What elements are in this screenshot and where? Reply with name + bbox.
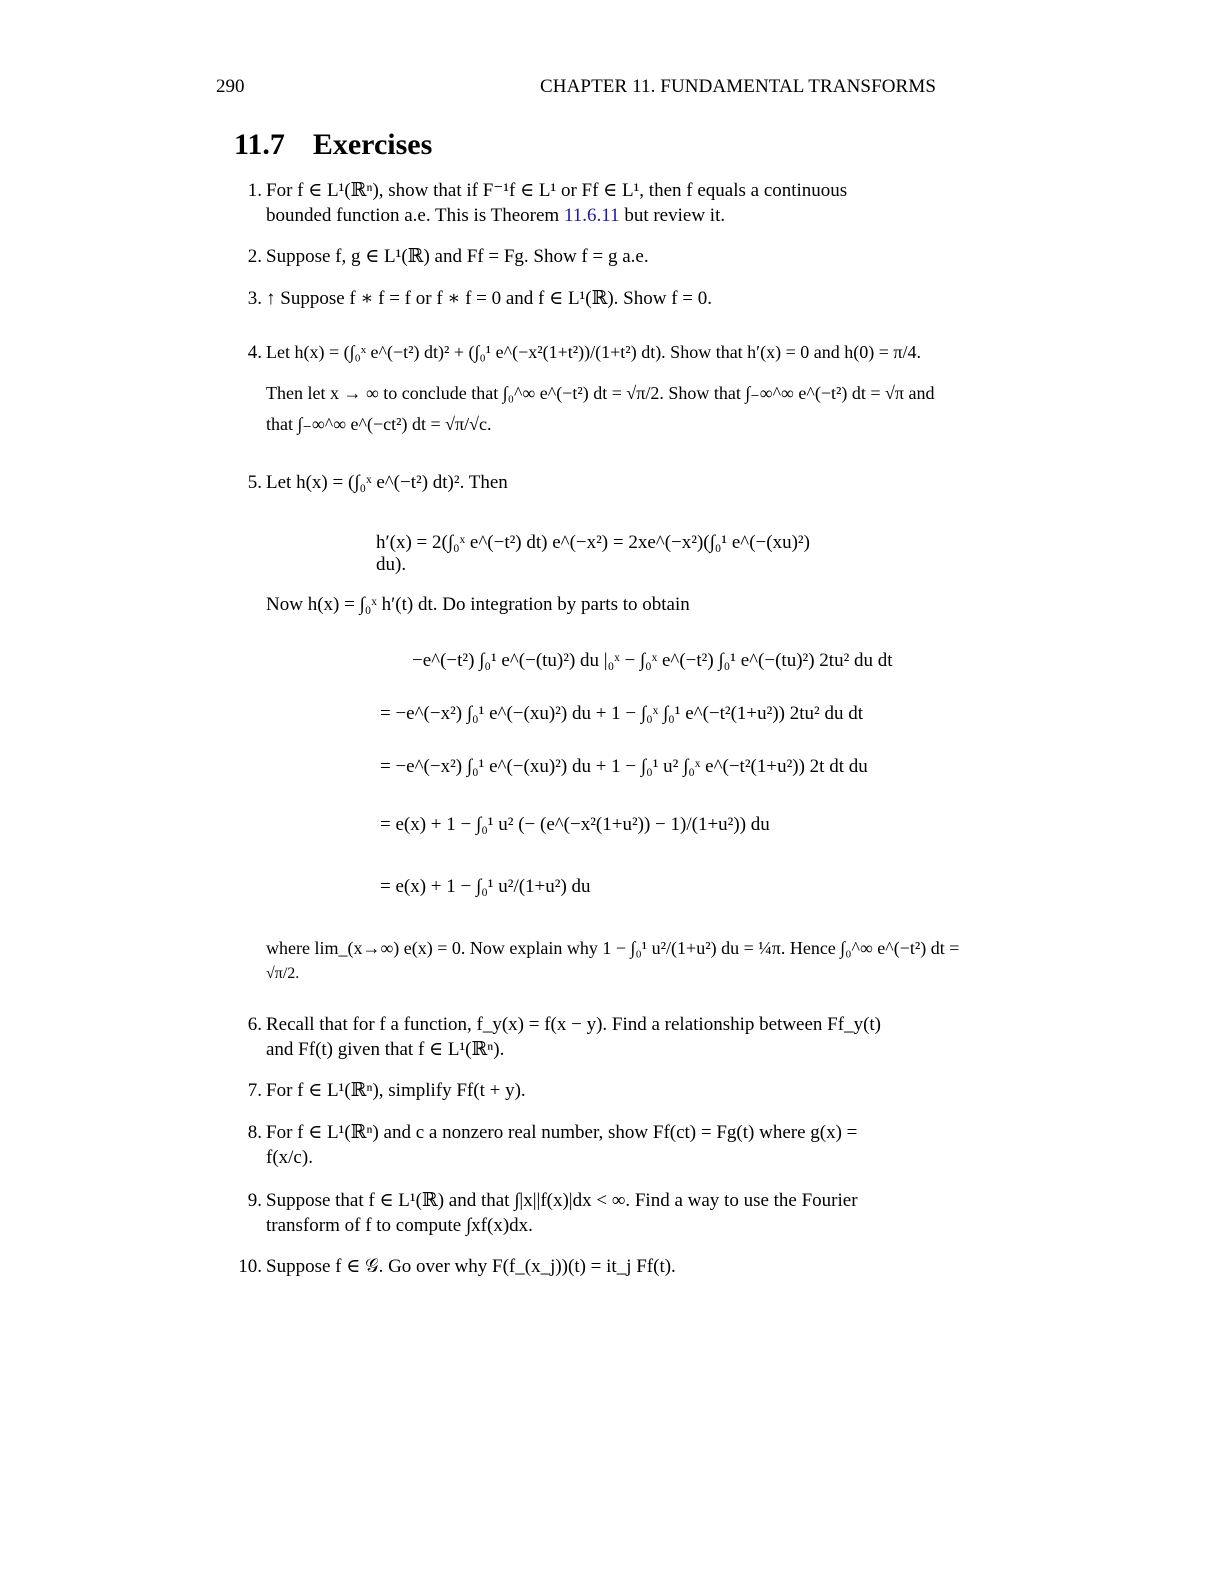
exercise-text: Let h(x) = (∫₀ˣ e^(−t²) dt)² + (∫₀¹ e^(−x²(1+t²))/(1+t²) dt). Show that h′(x) = 0 and h(0) = π/4. xyxy=(266,342,921,362)
exercise-number: 7. xyxy=(247,1080,262,1101)
exercise-text xyxy=(266,203,934,228)
exercise-text: For f ∈ L¹(ℝⁿ), simplify Ff(t + y). xyxy=(266,1080,526,1101)
exercise-number: 6. xyxy=(247,1014,262,1035)
exercise-number: 10. xyxy=(238,1256,262,1277)
exercise-text: Now h(x) = ∫₀ˣ h′(t) dt. Do integration by parts to obtain xyxy=(266,594,690,615)
exercise-text: ↑ Suppose f ∗ f = f or f ∗ f = 0 and f ∈ L¹(ℝ). Show f = 0. xyxy=(266,288,713,309)
derivation-line-2: = −e^(−x²) ∫₀¹ e^(−(xu)²) du + 1 − ∫₀ˣ ∫₀¹ e^(−t²(1+u²)) 2tu² du dt xyxy=(380,703,863,724)
derivation-line-4: = e(x) + 1 − ∫₀¹ u² (− (e^(−x²(1+u²)) − 1)/(1+u²)) du xyxy=(380,814,770,835)
exercise-text: transform of f to compute ∫xf(x)dx. xyxy=(266,1215,533,1236)
text-span: bounded function a.e. This is Theorem xyxy=(266,205,564,226)
derivation-line-5: = e(x) + 1 − ∫₀¹ u²/(1+u²) du xyxy=(380,876,591,897)
exercise-text: that ∫₋∞^∞ e^(−ct²) dt = √π/√c. xyxy=(266,414,492,434)
theorem-link[interactable]: 11.6.11 xyxy=(563,205,620,226)
text-span: but review it. xyxy=(619,205,726,226)
exercise-text: and Ff(t) given that f ∈ L¹(ℝⁿ). xyxy=(266,1039,505,1060)
exercise-number: 2. xyxy=(247,246,262,267)
exercise-number: 4. xyxy=(247,342,262,363)
exercise-number: 1. xyxy=(247,180,262,201)
exercise-text: For f ∈ L¹(ℝⁿ) and c a nonzero real number, show Ff(ct) = Fg(t) where g(x) = xyxy=(266,1122,858,1143)
section-title: Exercises xyxy=(312,128,433,161)
exercise-number: 8. xyxy=(247,1122,262,1143)
exercise-number: 9. xyxy=(247,1190,262,1211)
exercise-text: Suppose that f ∈ L¹(ℝ) and that ∫|x||f(x)|dx < ∞. Find a way to use the Fourier xyxy=(266,1190,858,1211)
exercise-number: 3. xyxy=(247,288,262,309)
display-equation-hprime: h′(x) = 2(∫₀ˣ e^(−t²) dt) e^(−x²) = 2xe^(−x²)(∫₀¹ e^(−(xu)²) du). xyxy=(376,532,810,575)
running-header: CHAPTER 11. FUNDAMENTAL TRANSFORMS xyxy=(539,76,936,97)
exercise-text: Suppose f ∈ 𝒢. Go over why F(f_(x_j))(t) = it_j Ff(t). xyxy=(266,1256,676,1277)
derivation-line-3: = −e^(−x²) ∫₀¹ e^(−(xu)²) du + 1 − ∫₀¹ u² ∫₀ˣ e^(−t²(1+u²)) 2t dt du xyxy=(380,756,868,777)
exercise-text: Recall that for f a function, f_y(x) = f(x − y). Find a relationship between Ff_y(t) xyxy=(266,1014,882,1035)
exercise-text: √π/2. xyxy=(266,965,300,982)
exercise-text: Let h(x) = (∫₀ˣ e^(−t²) dt)². Then xyxy=(266,472,508,493)
section-heading xyxy=(234,128,432,162)
section-number: 11.7 xyxy=(234,128,285,161)
exercise-text: Suppose f, g ∈ L¹(ℝ) and Ff = Fg. Show f = g a.e. xyxy=(266,246,649,267)
exercise-text: Then let x → ∞ to conclude that ∫₀^∞ e^(−t²) dt = √π/2. Show that ∫₋∞^∞ e^(−t²) dt = √π and xyxy=(266,383,935,403)
exercise-number: 5. xyxy=(247,472,262,493)
page-number: 290 xyxy=(216,76,245,97)
exercise-text: For f ∈ L¹(ℝⁿ), show that if F⁻¹f ∈ L¹ or Ff ∈ L¹, then f equals a continuous xyxy=(266,180,848,201)
exercise-text: f(x/c). xyxy=(266,1147,313,1168)
exercise-text: where lim_(x→∞) e(x) = 0. Now explain why 1 − ∫₀¹ u²/(1+u²) du = ¼π. Hence ∫₀^∞ e^(−t²) dt = xyxy=(266,938,960,958)
derivation-line-1: −e^(−t²) ∫₀¹ e^(−(tu)²) du |₀ˣ − ∫₀ˣ e^(−t²) ∫₀¹ e^(−(tu)²) 2tu² du dt xyxy=(412,650,893,671)
